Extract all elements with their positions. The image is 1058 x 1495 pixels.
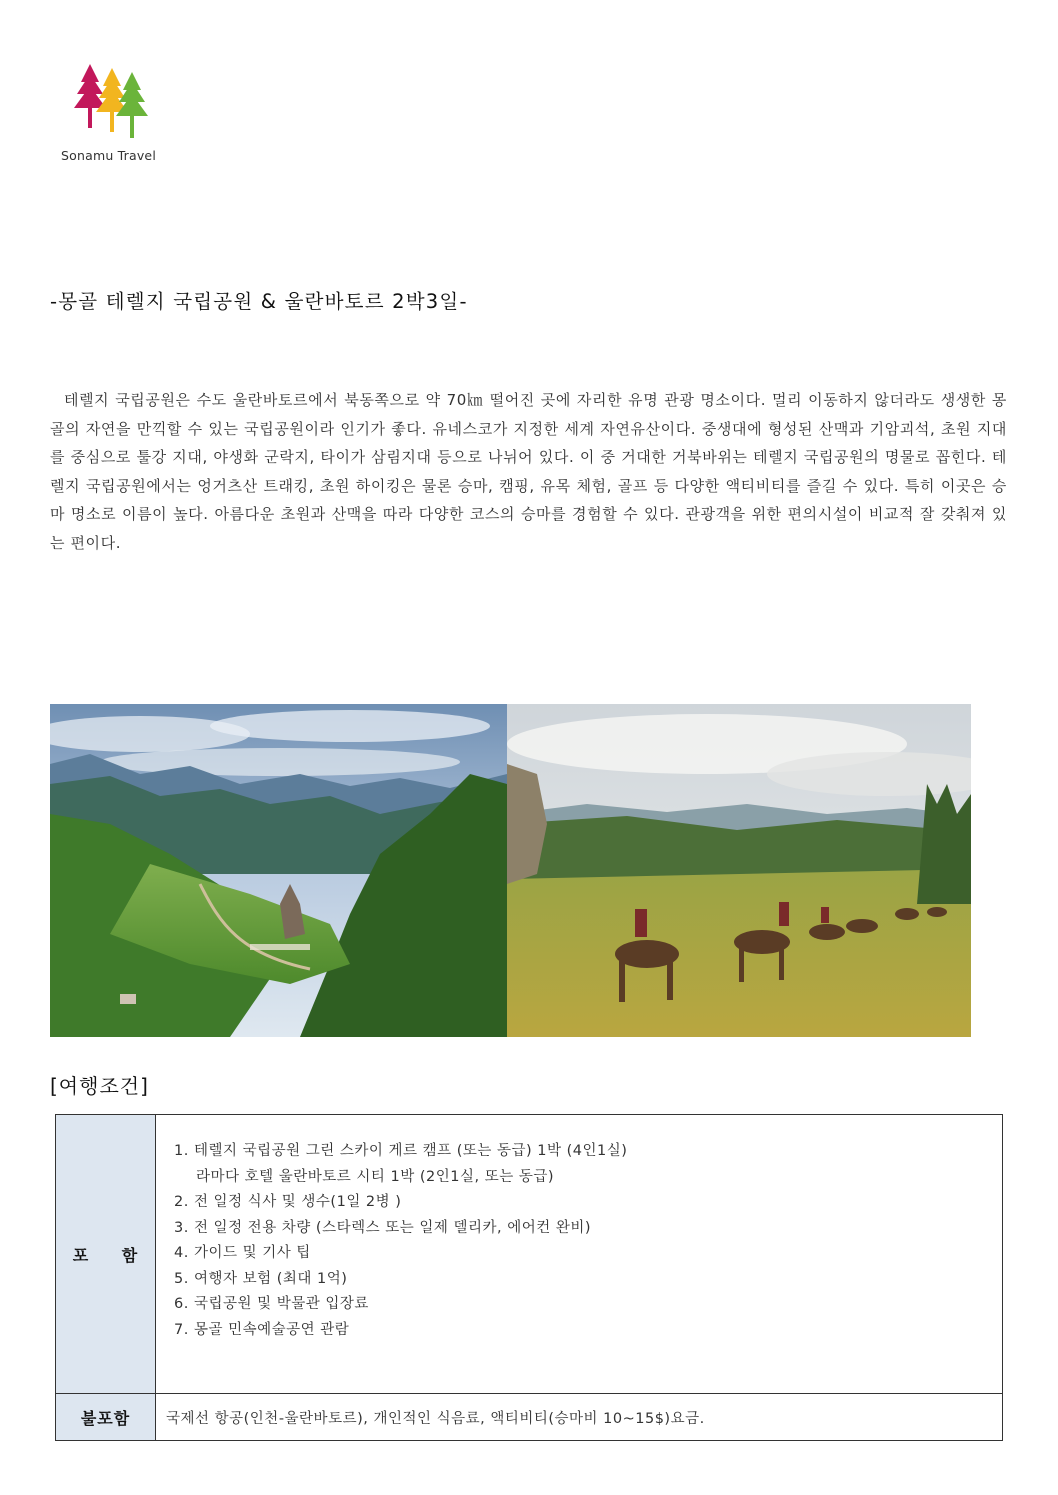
brand-logo: [58, 58, 168, 168]
included-cell: [156, 1115, 1003, 1394]
excluded-label: 불포함: [56, 1394, 156, 1441]
list-item: 1. 테렐지 국립공원 그린 스카이 게르 캠프 (또는 동급) 1박 (4인1실): [174, 1143, 628, 1159]
excluded-row: [56, 1394, 1003, 1441]
photo-strip: [50, 704, 971, 1037]
list-item: 3. 전 일정 전용 차량 (스타렉스 또는 일제 델리카, 에어컨 완비): [174, 1219, 592, 1236]
list-item: 6. 국립공원 및 박물관 입장료: [174, 1296, 369, 1312]
list-item: 5. 여행자 보험 (최대 1억): [174, 1270, 348, 1287]
horse-riding-photo: [507, 704, 971, 1037]
list-item: 2. 전 일정 식사 및 생수(1일 2병 ): [174, 1194, 402, 1210]
conditions-table: [55, 1114, 1003, 1441]
intro-paragraph: 테렐지 국립공원은 수도 울란바토르에서 북동쪽으로 약 70㎞ 떨어진 곳에 자리한 유명 관광 명소이다. 멀리 이동하지 않더라도 생생한 몽골의 자연을 만끽할 수 있는 국립공원이라 인기가 좋다. 유네스코가 지정한 세계 자연유산이다. 중생대에 형성된 산맥과 기암괴석, 초원 지대를 중심으로 툴강 지대, 야생화 군락지, 타이가 삼림지대 등으로 나뉘어 있다. 이 중 거대한 거북바위는 테렐지 국립공원의 명물로 꼽힌다. 테렐지 국립공원에서는 엉거츠산 트래킹, 초원 하이킹은 물론 승마, 캠핑, 유목 체험, 골프 등 다양한 액티비티를 즐길 수 있다. 특히 이곳은 승마 명소로 이름이 높다. 아름다운 초원과 산맥을 따라 다양한 코스의 승마를 경험할 수 있다. 관광객을 위한 편의시설이 비교적 잘 갖춰져 있는 편이다.: [50, 391, 1007, 552]
conditions-heading: [여행조건]: [50, 1074, 149, 1098]
list-item: 4. 가이드 및 기사 팁: [174, 1245, 311, 1261]
included-list: [174, 1139, 1002, 1343]
excluded-text: 국제선 항공(인천-울란바토르), 개인적인 식음료, 액티비티(승마비 10~15$)요금.: [156, 1394, 1003, 1441]
included-row: [56, 1115, 1003, 1394]
brand-name: Sonamu Travel: [61, 148, 156, 163]
terelj-valley-photo: [50, 704, 507, 1037]
included-label: 포 함: [56, 1115, 156, 1394]
page-title: -몽골 테렐지 국립공원 & 울란바토르 2박3일-: [50, 290, 468, 313]
pine-trees-icon: [70, 62, 160, 144]
list-item: 7. 몽골 민속예술공연 관람: [174, 1321, 350, 1338]
list-item: 라마다 호텔 울란바토르 시티 1박 (2인1실, 또는 동급): [196, 1168, 554, 1185]
